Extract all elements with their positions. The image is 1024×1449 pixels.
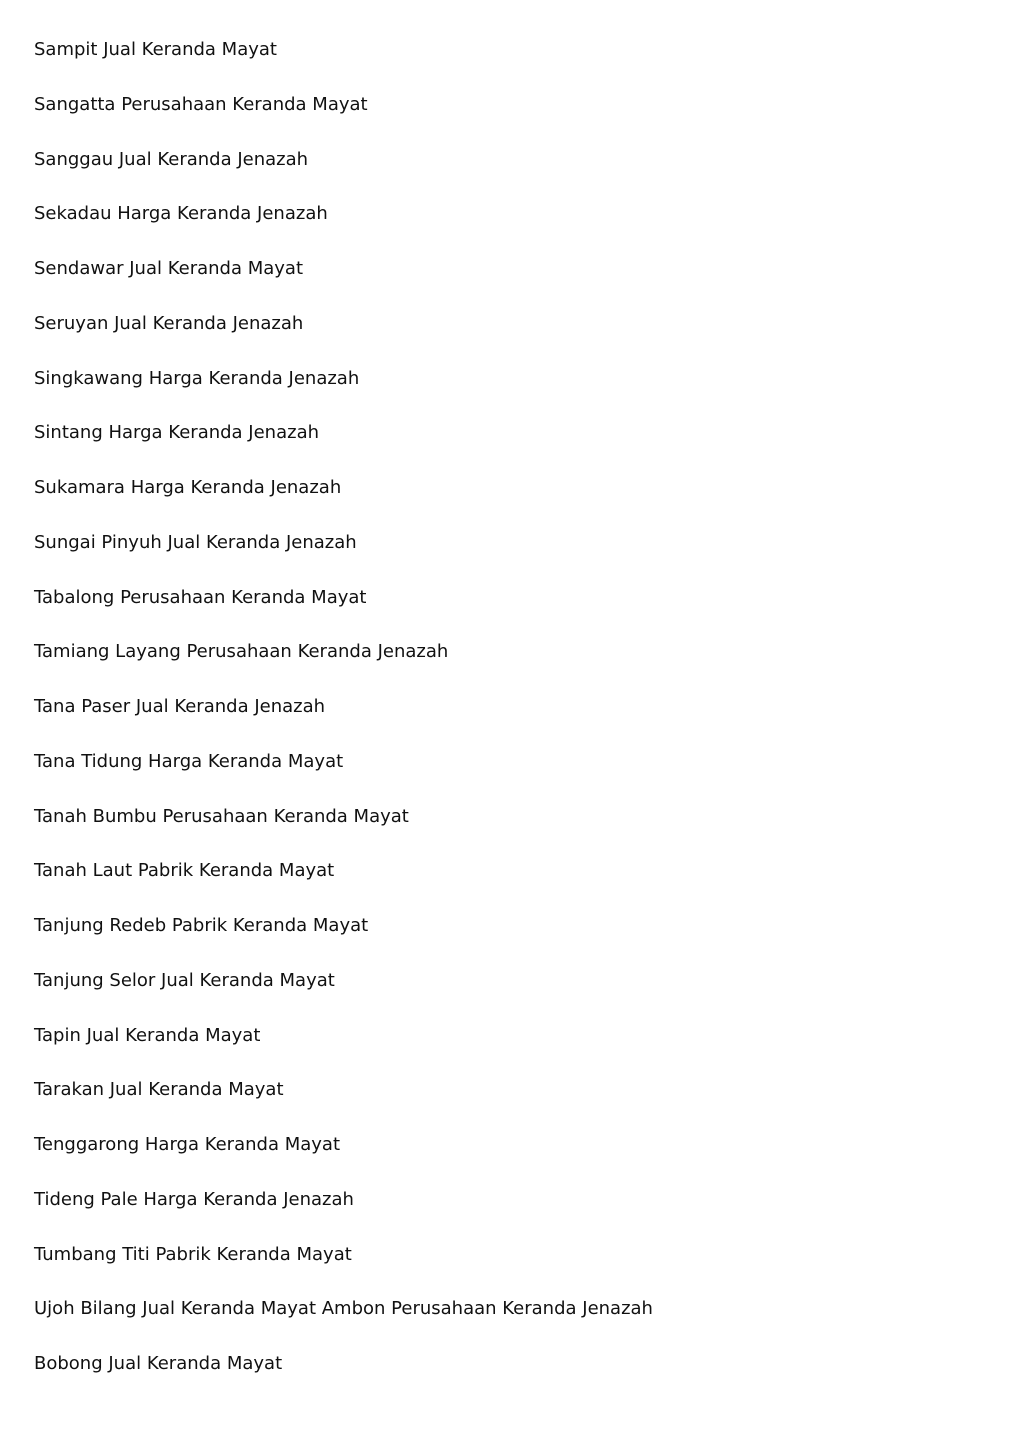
- list-item: Sintang Harga Keranda Jenazah: [34, 422, 320, 444]
- list-item: Tanjung Redeb Pabrik Keranda Mayat: [34, 915, 369, 936]
- list-item: Sungai Pinyuh Jual Keranda Jenazah: [34, 531, 357, 553]
- list-item: Sekadau Harga Keranda Jenazah: [34, 203, 328, 225]
- list-item: Tumbang Titi Pabrik Keranda Mayat: [34, 1243, 352, 1265]
- list-item: Tana Tidung Harga Keranda Mayat: [34, 750, 344, 772]
- list-item: Bobong Jual Keranda Mayat: [34, 1353, 283, 1374]
- list-item: Tideng Pale Harga Keranda Jenazah: [34, 1188, 354, 1210]
- list-item: Sukamara Harga Keranda Jenazah: [34, 477, 342, 498]
- list-item: Tabalong Perusahaan Keranda Mayat: [34, 586, 367, 608]
- list-item: Tamiang Layang Perusahaan Keranda Jenazah: [34, 641, 449, 663]
- list-item: Ujoh Bilang Jual Keranda Mayat Ambon Perusahaan Keranda Jenazah: [34, 1298, 653, 1320]
- list-item: Sangatta Perusahaan Keranda Mayat: [34, 93, 368, 115]
- list-item: Tanah Bumbu Perusahaan Keranda Mayat: [34, 805, 409, 827]
- list-item: Tanah Laut Pabrik Keranda Mayat: [34, 860, 335, 882]
- list-item: Sanggau Jual Keranda Jenazah: [34, 148, 309, 170]
- list-item: Tana Paser Jual Keranda Jenazah: [34, 696, 326, 717]
- list-item: Tarakan Jual Keranda Mayat: [34, 1079, 284, 1101]
- list-item: Tanjung Selor Jual Keranda Mayat: [34, 969, 335, 991]
- list-item: Sendawar Jual Keranda Mayat: [34, 258, 304, 279]
- document-text-list: [34, 36, 653, 1405]
- list-item: Tenggarong Harga Keranda Mayat: [34, 1134, 340, 1155]
- list-item: Tapin Jual Keranda Mayat: [34, 1024, 261, 1046]
- list-item: Seruyan Jual Keranda Jenazah: [34, 312, 304, 334]
- list-item: Singkawang Harga Keranda Jenazah: [34, 367, 360, 389]
- list-item: Sampit Jual Keranda Mayat: [34, 39, 277, 60]
